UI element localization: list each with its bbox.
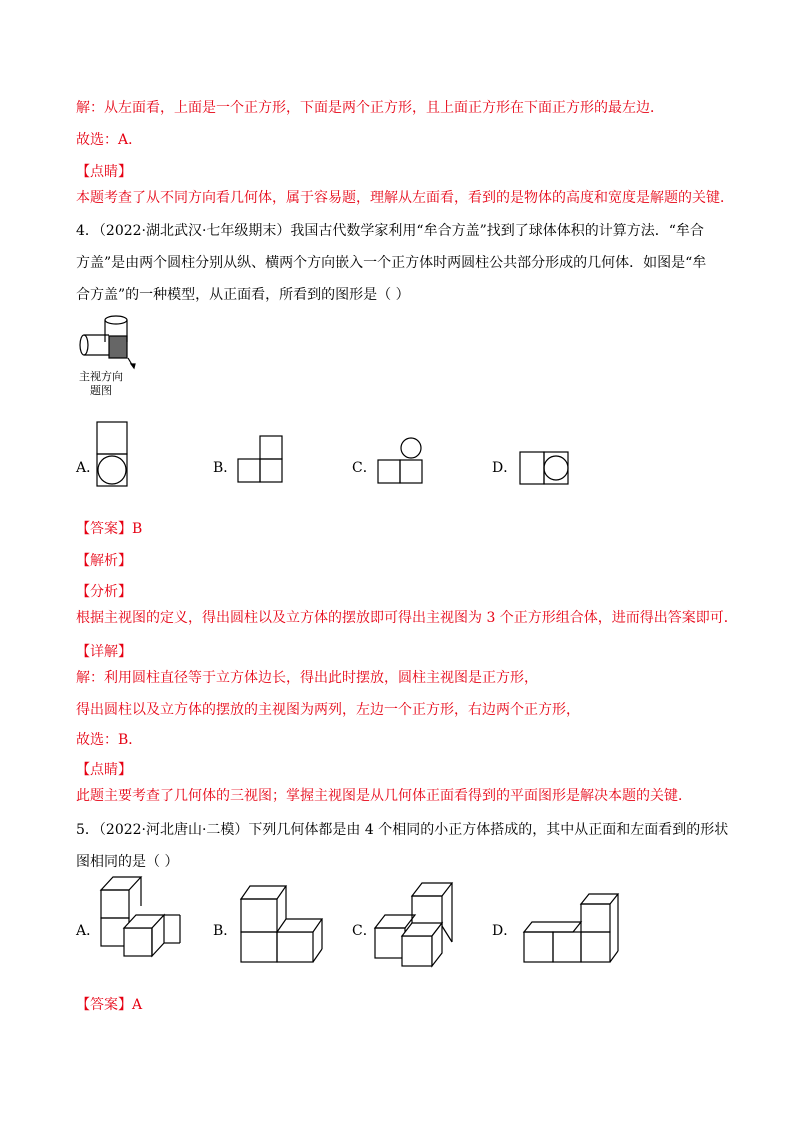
q5-option-c-label: C． — [352, 923, 377, 939]
solution-line: 解：从左面看，上面是一个正方形，下面是两个正方形，且上面正方形在下面正方形的最左边． — [76, 100, 664, 116]
q5-option-b-label: B． — [213, 923, 238, 939]
dianjing-text: 本题考查了从不同方向看几何体，属于容易题，理解从左面看，看到的是物体的高度和宽度是解题的关键． — [76, 190, 734, 206]
xiangjie-heading: 【详解】 — [76, 644, 132, 660]
q5-option-b-figure — [240, 885, 320, 965]
q4-option-a-figure — [96, 421, 128, 487]
q4-option-d-figure — [519, 451, 569, 485]
q5-option-c-figure — [374, 880, 454, 968]
xiangjie-line-3: 故选：B． — [76, 732, 143, 748]
answer5-value: A — [132, 997, 143, 1013]
q5-line-1: 5．（2022·河北唐山·二模）下列几何体都是由 4 个相同的小正方体搭成的，其中从正面和左面看到的形状 — [76, 822, 729, 838]
jiexi-heading: 【解析】 — [76, 553, 132, 569]
q4-line-2: 方盖”是由两个圆柱分别从纵、横两个方向嵌入一个正方体时两圆柱公共部分形成的几何体．如图是“牟 — [76, 255, 707, 271]
q4-line-3: 合方盖”的一种模型，从正面看，所看到的图形是（ ） — [76, 287, 410, 303]
q4-option-c-figure — [377, 436, 423, 484]
dianjing-text-2: 此题主要考查了几何体的三视图；掌握主视图是从几何体正面看得到的平面图形是解决本题的关键． — [76, 788, 692, 804]
q4-option-c-label: C． — [352, 460, 377, 476]
answer5-heading — [76, 995, 142, 1015]
xiangjie-line-2: 得出圆柱以及立方体的摆放的主视图为两列，左边一个正方形，右边两个正方形， — [76, 702, 580, 718]
answer-value: B — [132, 521, 143, 537]
q4-option-d-label: D． — [492, 460, 518, 476]
q5-option-a-figure — [100, 876, 185, 961]
q4-option-b-label: B． — [213, 460, 238, 476]
answer-heading — [76, 519, 142, 539]
q5-line-2: 图相同的是（ ） — [76, 854, 179, 870]
q4-model-figure — [76, 312, 146, 372]
q4-option-b-figure — [237, 435, 283, 483]
q5-option-d-label: D． — [492, 923, 518, 939]
answer5-label: 【答案】 — [76, 997, 132, 1013]
dianjing-heading: 【点睛】 — [76, 164, 132, 180]
fenxi-heading: 【分析】 — [76, 584, 132, 600]
xiangjie-line-1: 解：利用圆柱直径等于立方体边长，得出此时摆放，圆柱主视图是正方形， — [76, 670, 538, 686]
q4-option-a-label: A． — [76, 460, 101, 476]
answer-label: 【答案】 — [76, 521, 132, 537]
fig-caption-2: 题图 — [90, 384, 112, 397]
q4-line-1: 4．（2022·湖北武汉·七年级期末）我国古代数学家利用“牟合方盖”找到了球体体积的计算方法．“牟合 — [76, 223, 704, 239]
q5-option-a-label: A． — [76, 923, 101, 939]
fig-caption-1: 主视方向 — [79, 370, 123, 383]
q5-option-d-figure — [523, 893, 623, 965]
fenxi-text: 根据主视图的定义，得出圆柱以及立方体的摆放即可得出主视图为 3 个正方形组合体，进而得出答案即可． — [76, 610, 738, 626]
dianjing-heading-2: 【点睛】 — [76, 762, 132, 778]
choice-line: 故选：A． — [76, 132, 143, 148]
